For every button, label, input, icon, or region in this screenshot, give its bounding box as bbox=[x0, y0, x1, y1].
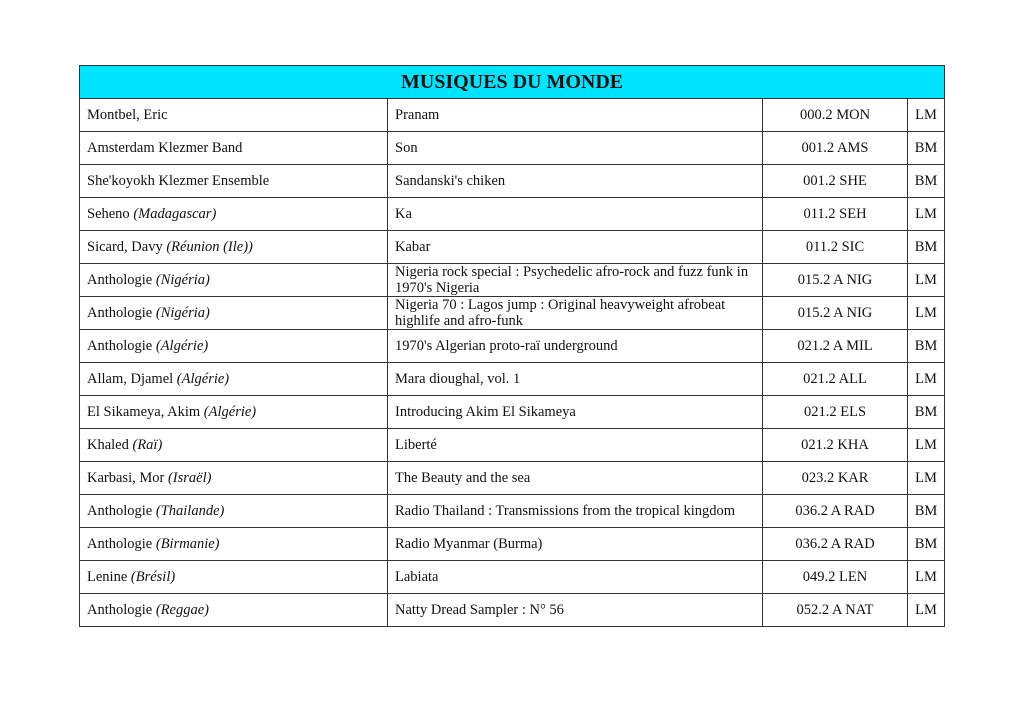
table-row bbox=[80, 231, 945, 264]
table-row bbox=[80, 561, 945, 594]
artist-name: Anthologie bbox=[87, 305, 153, 321]
artist-name: Amsterdam Klezmer Band bbox=[87, 140, 243, 156]
artist-name: Seheno bbox=[87, 206, 130, 222]
artist-name: Anthologie bbox=[87, 602, 153, 618]
album-title: Sandanski's chiken bbox=[388, 165, 763, 198]
artist-note: (Algérie) bbox=[155, 338, 209, 354]
artist-cell bbox=[80, 99, 388, 132]
artist-cell bbox=[80, 363, 388, 396]
album-title: Radio Myanmar (Burma) bbox=[388, 528, 763, 561]
artist-note: (Madagascar) bbox=[133, 206, 217, 222]
call-number: 036.2 A RAD bbox=[763, 528, 908, 561]
table-row bbox=[80, 495, 945, 528]
location-code: LM bbox=[908, 198, 945, 231]
artist-cell bbox=[80, 198, 388, 231]
album-title: 1970's Algerian proto-raï underground bbox=[388, 330, 763, 363]
artist-name: Karbasi, Mor bbox=[87, 470, 165, 486]
artist-cell bbox=[80, 528, 388, 561]
artist-name: Sicard, Davy bbox=[87, 239, 163, 255]
call-number: 049.2 LEN bbox=[763, 561, 908, 594]
artist-cell bbox=[80, 429, 388, 462]
album-title: Pranam bbox=[388, 99, 763, 132]
call-number: 011.2 SIC bbox=[763, 231, 908, 264]
album-title: Nigeria 70 : Lagos jump : Original heavyweight afrobeat highlife and afro-funk bbox=[388, 297, 763, 330]
call-number: 021.2 ALL bbox=[763, 363, 908, 396]
artist-note: (Raï) bbox=[132, 437, 163, 453]
table-row bbox=[80, 132, 945, 165]
call-number: 021.2 ELS bbox=[763, 396, 908, 429]
artist-cell bbox=[80, 495, 388, 528]
location-code: BM bbox=[908, 528, 945, 561]
album-title: Mara dioughal, vol. 1 bbox=[388, 363, 763, 396]
location-code: BM bbox=[908, 495, 945, 528]
call-number: 001.2 SHE bbox=[763, 165, 908, 198]
artist-cell bbox=[80, 165, 388, 198]
artist-name: El Sikameya, Akim bbox=[87, 404, 201, 420]
artist-cell bbox=[80, 330, 388, 363]
call-number: 023.2 KAR bbox=[763, 462, 908, 495]
location-code: BM bbox=[908, 396, 945, 429]
table-title: MUSIQUES DU MONDE bbox=[80, 66, 945, 99]
artist-name: She'koyokh Klezmer Ensemble bbox=[87, 173, 270, 189]
call-number: 021.2 KHA bbox=[763, 429, 908, 462]
artist-name: Montbel, Eric bbox=[87, 107, 168, 123]
location-code: LM bbox=[908, 363, 945, 396]
call-number: 036.2 A RAD bbox=[763, 495, 908, 528]
album-title: Nigeria rock special : Psychedelic afro-rock and fuzz funk in 1970's Nigeria bbox=[388, 264, 763, 297]
table-body bbox=[80, 99, 945, 627]
album-title: Radio Thailand : Transmissions from the tropical kingdom bbox=[388, 495, 763, 528]
music-catalog-table bbox=[79, 65, 945, 627]
call-number: 021.2 A MIL bbox=[763, 330, 908, 363]
call-number: 000.2 MON bbox=[763, 99, 908, 132]
table-row bbox=[80, 297, 945, 330]
call-number: 001.2 AMS bbox=[763, 132, 908, 165]
call-number: 011.2 SEH bbox=[763, 198, 908, 231]
artist-note: (Réunion (Ile)) bbox=[166, 239, 253, 255]
album-title: Ka bbox=[388, 198, 763, 231]
album-title: Son bbox=[388, 132, 763, 165]
artist-note: (Algérie) bbox=[176, 371, 230, 387]
table-row bbox=[80, 330, 945, 363]
artist-name: Anthologie bbox=[87, 536, 153, 552]
artist-cell bbox=[80, 561, 388, 594]
table-row bbox=[80, 165, 945, 198]
table-row bbox=[80, 528, 945, 561]
artist-cell bbox=[80, 396, 388, 429]
album-title: Labiata bbox=[388, 561, 763, 594]
location-code: BM bbox=[908, 330, 945, 363]
artist-note: (Birmanie) bbox=[155, 536, 220, 552]
table-row bbox=[80, 396, 945, 429]
table-row bbox=[80, 429, 945, 462]
artist-note: (Nigéria) bbox=[155, 305, 210, 321]
artist-note: (Thailande) bbox=[155, 503, 225, 519]
table-row bbox=[80, 198, 945, 231]
artist-note: (Israël) bbox=[167, 470, 212, 486]
album-title: Kabar bbox=[388, 231, 763, 264]
location-code: LM bbox=[908, 264, 945, 297]
table-row bbox=[80, 462, 945, 495]
album-title: The Beauty and the sea bbox=[388, 462, 763, 495]
artist-cell bbox=[80, 231, 388, 264]
artist-name: Anthologie bbox=[87, 338, 153, 354]
call-number: 015.2 A NIG bbox=[763, 264, 908, 297]
album-title: Natty Dread Sampler : N° 56 bbox=[388, 594, 763, 627]
artist-name: Khaled bbox=[87, 437, 129, 453]
artist-note: (Nigéria) bbox=[155, 272, 210, 288]
album-title: Introducing Akim El Sikameya bbox=[388, 396, 763, 429]
artist-cell bbox=[80, 462, 388, 495]
location-code: LM bbox=[908, 429, 945, 462]
location-code: LM bbox=[908, 297, 945, 330]
table-row bbox=[80, 363, 945, 396]
artist-cell bbox=[80, 264, 388, 297]
location-code: LM bbox=[908, 594, 945, 627]
artist-cell bbox=[80, 297, 388, 330]
location-code: BM bbox=[908, 165, 945, 198]
location-code: LM bbox=[908, 561, 945, 594]
artist-note: (Algérie) bbox=[203, 404, 257, 420]
location-code: BM bbox=[908, 231, 945, 264]
location-code: LM bbox=[908, 462, 945, 495]
artist-cell bbox=[80, 132, 388, 165]
table-row bbox=[80, 594, 945, 627]
call-number: 052.2 A NAT bbox=[763, 594, 908, 627]
table-row bbox=[80, 264, 945, 297]
artist-name: Anthologie bbox=[87, 272, 153, 288]
artist-cell bbox=[80, 594, 388, 627]
catalog-sheet bbox=[79, 65, 944, 627]
artist-name: Lenine bbox=[87, 569, 128, 585]
artist-name: Anthologie bbox=[87, 503, 153, 519]
album-title: Liberté bbox=[388, 429, 763, 462]
location-code: LM bbox=[908, 99, 945, 132]
table-row bbox=[80, 99, 945, 132]
artist-note: (Brésil) bbox=[130, 569, 176, 585]
call-number: 015.2 A NIG bbox=[763, 297, 908, 330]
artist-name: Allam, Djamel bbox=[87, 371, 174, 387]
location-code: BM bbox=[908, 132, 945, 165]
artist-note: (Reggae) bbox=[155, 602, 210, 618]
